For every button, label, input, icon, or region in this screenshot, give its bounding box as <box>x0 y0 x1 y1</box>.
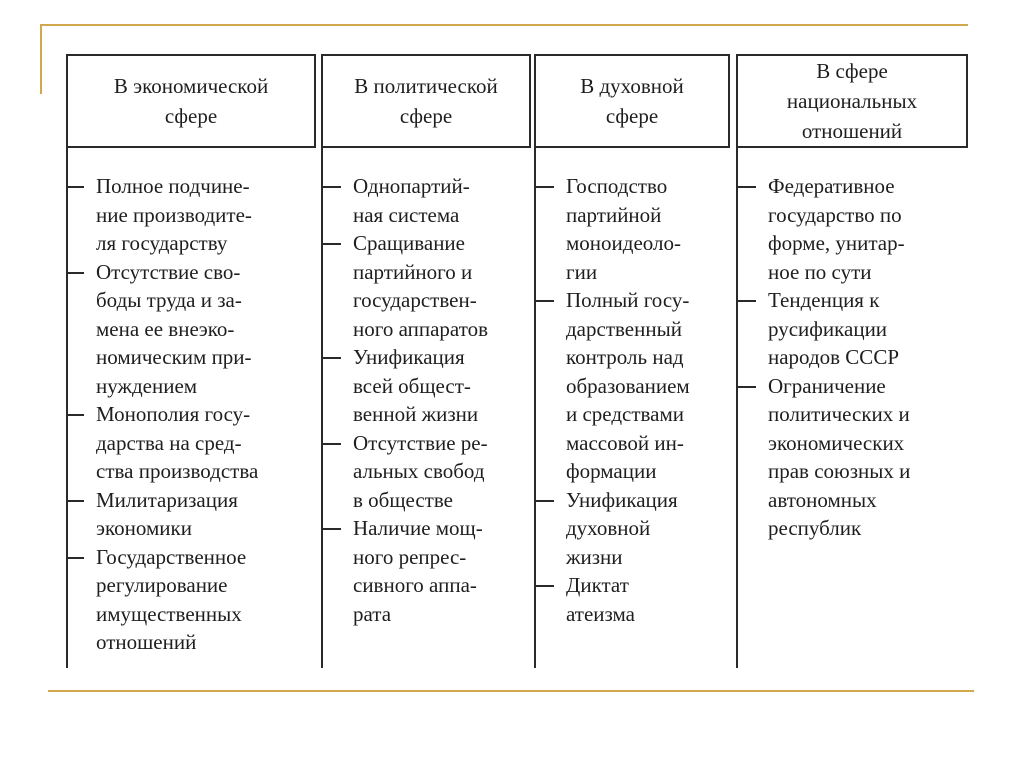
list-item: Наличие мощ- ного репрес- сивного аппа- рата <box>353 514 533 628</box>
list-item: Господство партийной моноидеоло- гии <box>566 172 734 286</box>
column-header-national: В сфере национальных отношений <box>736 54 968 148</box>
slide-frame-top-line <box>40 24 968 26</box>
list-item: Тенденция к русификации народов СССР <box>768 286 964 372</box>
column-line-political <box>321 148 323 668</box>
list-item: Милитаризация экономики <box>96 486 318 543</box>
list-item: Полный госу- дарственный контроль над образованием и средствами массовой ин- формации <box>566 286 734 486</box>
slide-frame-bottom-line <box>48 690 974 692</box>
column-line-economic <box>66 148 68 668</box>
list-economic <box>96 172 318 657</box>
list-item: Унификация всей общест- венной жизни <box>353 343 533 429</box>
list-spiritual <box>566 172 734 628</box>
column-header-political: В политической сфере <box>321 54 531 148</box>
list-item: Отсутствие сво- боды труда и за- мена ее внеэко- номическим при- нуждением <box>96 258 318 401</box>
list-item: Отсутствие ре- альных свобод в обществе <box>353 429 533 515</box>
slide-frame-left-line <box>40 24 42 94</box>
column-header-spiritual: В духовной сфере <box>534 54 730 148</box>
column-line-national <box>736 148 738 668</box>
list-item: Федеративное государство по форме, унитар- ное по сути <box>768 172 964 286</box>
list-item: Однопартий- ная система <box>353 172 533 229</box>
list-item: Полное подчине- ние производите- ля государству <box>96 172 318 258</box>
list-item: Ограничение политических и экономических прав союзных и автономных республик <box>768 372 964 543</box>
list-item: Государственное регулирование имущественных отношений <box>96 543 318 657</box>
column-header-economic: В экономической сфере <box>66 54 316 148</box>
list-item: Диктат атеизма <box>566 571 734 628</box>
list-item: Унификация духовной жизни <box>566 486 734 572</box>
list-item: Монополия госу- дарства на сред- ства производства <box>96 400 318 486</box>
list-national <box>768 172 964 543</box>
list-item: Сращивание партийного и государствен- ного аппаратов <box>353 229 533 343</box>
list-political <box>353 172 533 628</box>
column-line-spiritual <box>534 148 536 668</box>
